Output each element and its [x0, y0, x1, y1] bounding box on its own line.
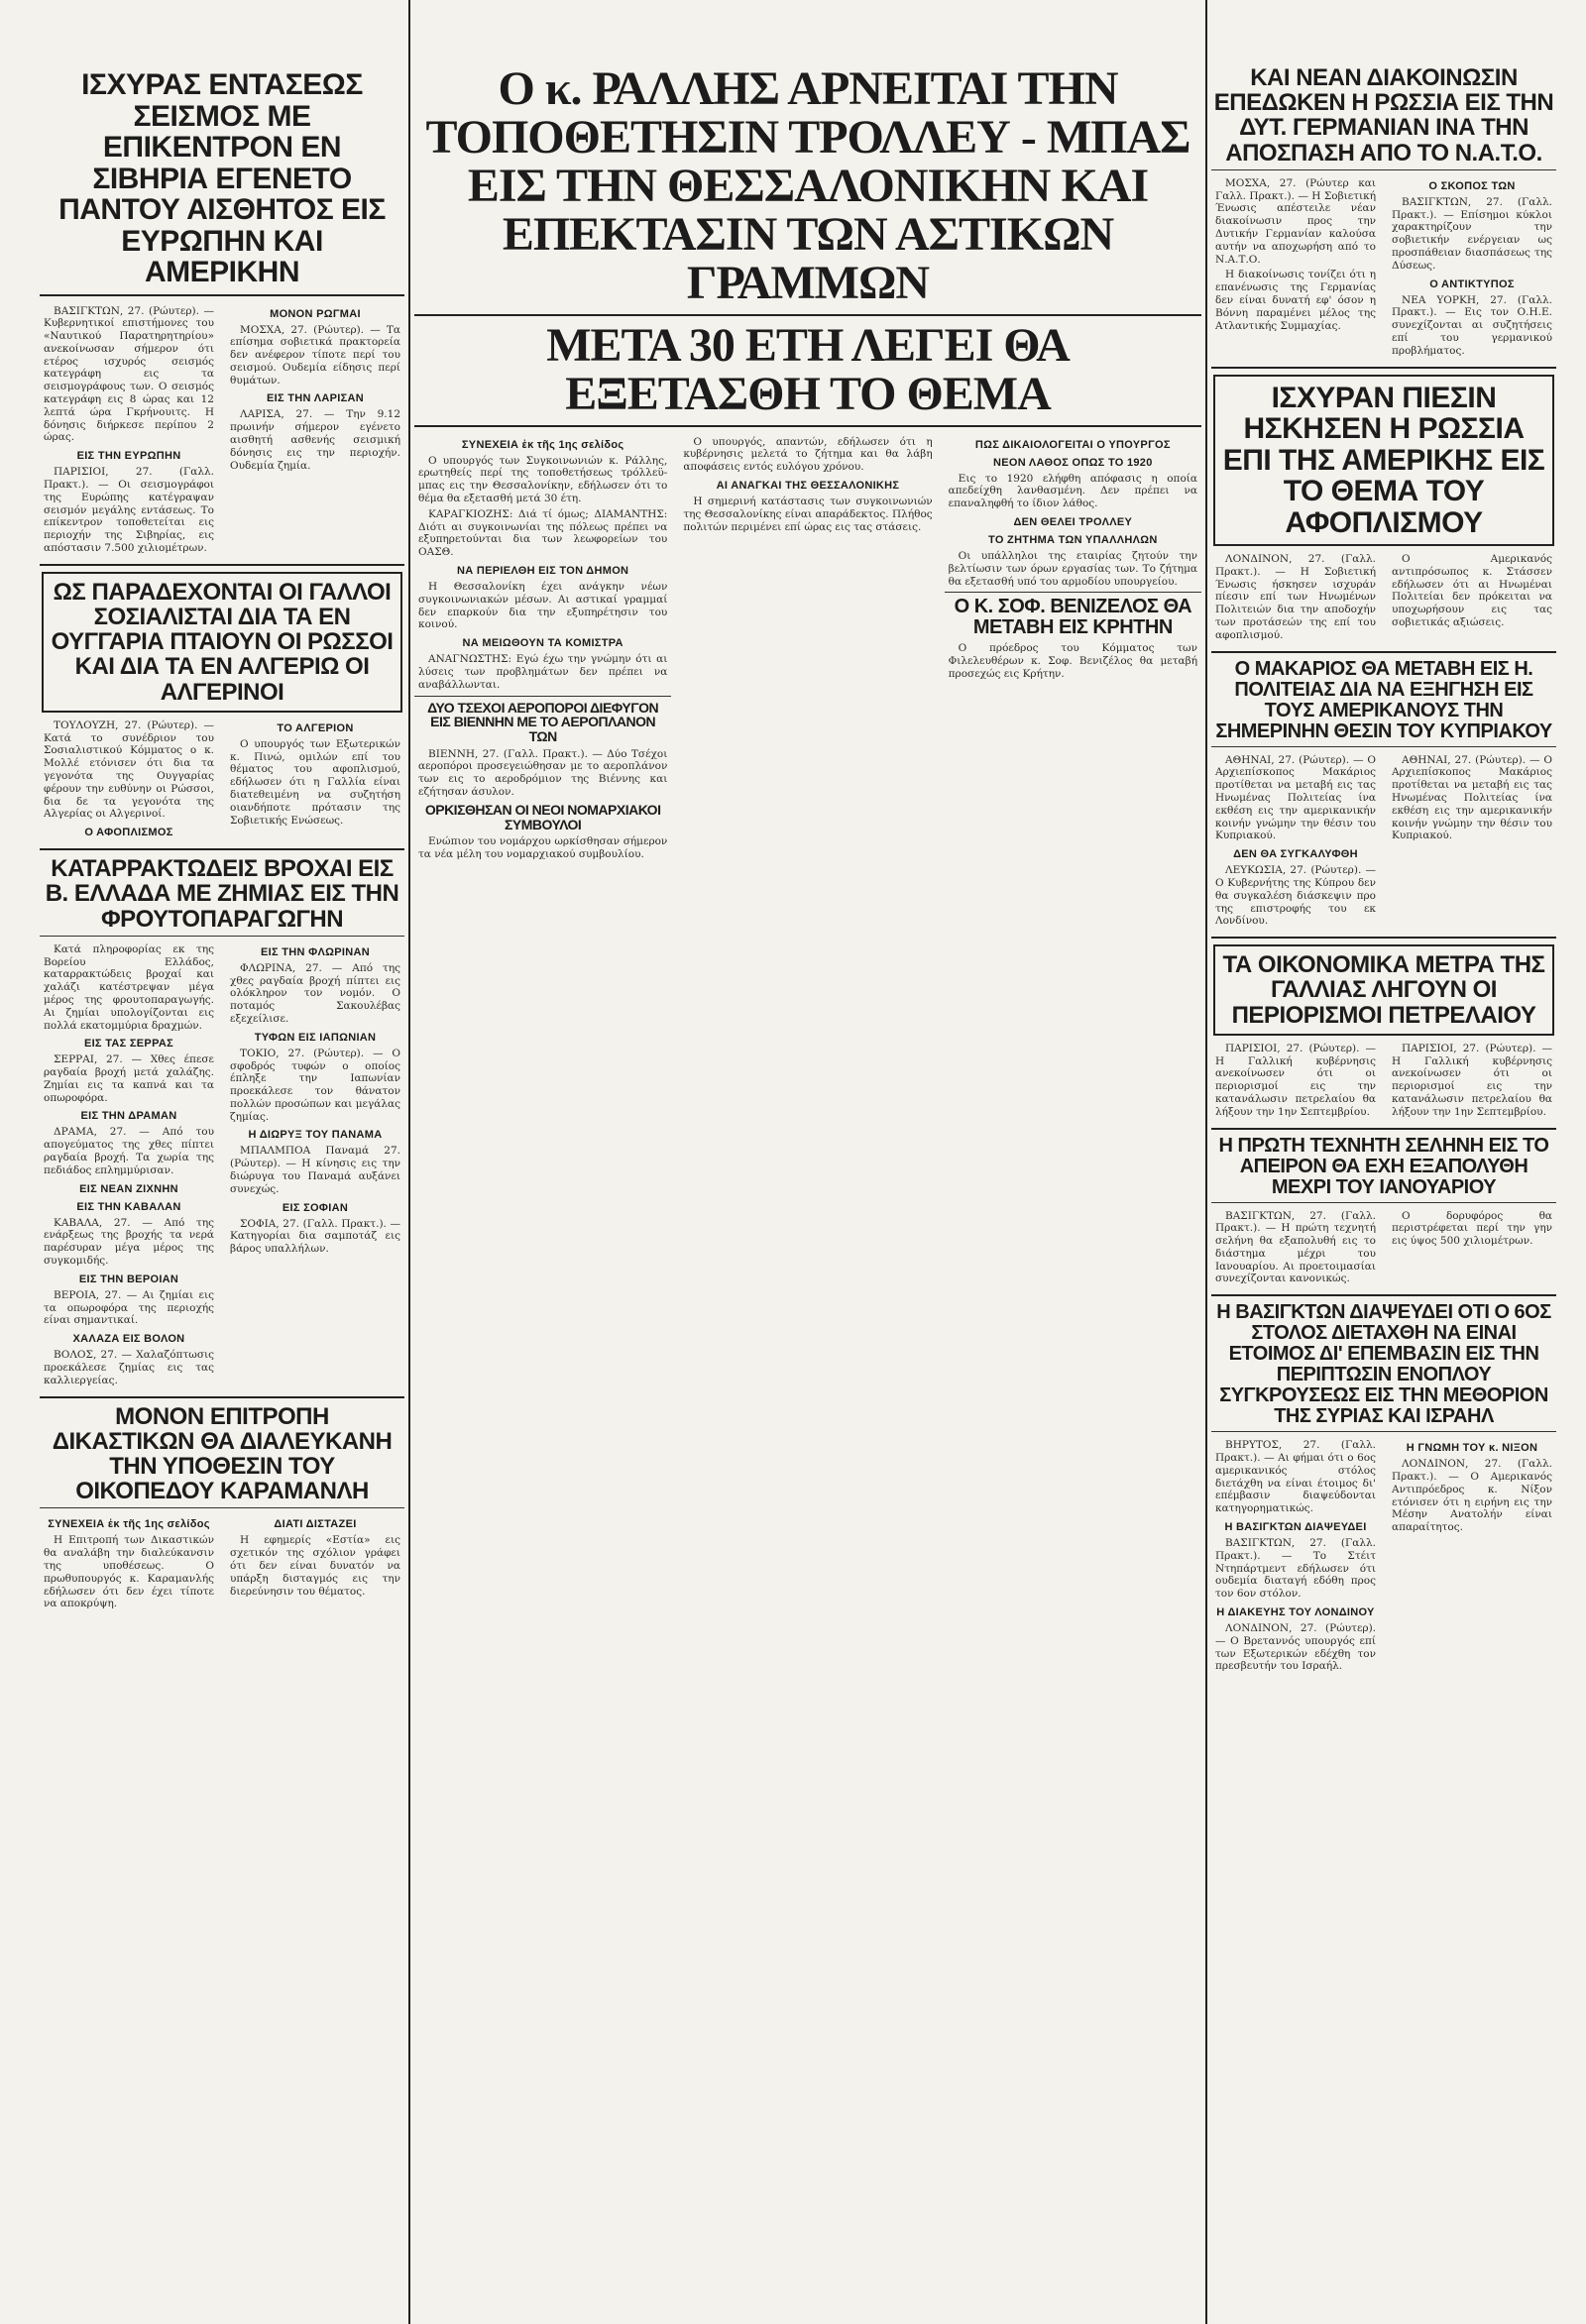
headline-karamanlis: ΜΟΝΟΝ ΕΠΙΤΡΟΠΗ ΔΙΚΑΣΤΙΚΩΝ ΘΑ ΔΙΑΛΕΥΚΑΝΗ ΤΗΝ ΥΠΟΘΕΣΙΝ ΤΟΥ ΟΙΚΟΠΕΔΟΥ ΚΑΡΑΜΑΝΛΗ: [52, 1402, 393, 1505]
subhead-veria: ΕΙΣ ΤΗΝ ΒΕΡΟΙΑΝ: [78, 1273, 179, 1285]
subhead-no-agreement: ΔΕΝ ΘΑ ΣΥΓΚΑΛΥΦΘΗ: [1233, 848, 1358, 861]
france-box: [1213, 944, 1554, 1036]
headline-fleet: Η ΒΑΣΙΓΚΤΩΝ ΔΙΑΨΕΥΔΕΙ ΟΤΙ Ο 6ΟΣ ΣΤΟΛΟΣ ΔΙΕΤΑΧΘΗ ΝΑ ΕΙΝΑΙ ΕΤΟΙΜΟΣ ΔΙ' ΕΠΕΜΒΑΣΙΝ ΕΙΣ ΤΗΝ ΠΕΡΙΠΤΩΣΙΝ ΕΝΟΠΛΟΥ ΣΥΓΚΡΟΥΣΕΩΣ ΕΙΣ ΤΗΝ ΜΕΘΟΡΙΟΝ ΤΗΣ ΣΥΡΙΑΣ ΚΑΙ ΙΣΡΑΗΛ: [1216, 1301, 1551, 1428]
subhead-nixon: Η ΓΝΩΜΗ ΤΟΥ κ. ΝΙΞΟΝ: [1406, 1442, 1538, 1455]
center-column: [414, 0, 1201, 2324]
rallis-text-6: Η σημερινή κατάστασις των συγκοινωνιών της Θεσσαλονίκης είναι απαράδεκτος. Πλήθος πολιτών περιμένει επί ώρας εις τας στάσεις.: [683, 496, 933, 533]
rallis-text-8: Οι υπάλληλοι της εταιρίας ζητούν την βελτίωσιν των όρων εργασίας των. Το ζήτημα θα εξετασθή υπό του αρμοδίου υπουργείου.: [948, 550, 1197, 588]
makarios-text-3: ΑΘΗΝΑΙ, 27. (Ρώυτερ). — Ο Αρχιεπίσκοπος Μακάριος προτίθεται να μεταβή εις τας Ηνωμένας Πολιτείας ίνα εκθέση εις την αμερικανικήν κοινήν γνώμην την θέσιν του Κυπριακού.: [1392, 753, 1552, 842]
left-column: [40, 0, 404, 2324]
subhead-thessaloniki-needs: ΑΙ ΑΝΑΓΚΑΙ ΤΗΣ ΘΕΣΣΑΛΟΝΙΚΗΣ: [716, 480, 900, 493]
moon-text-1: ΒΑΣΙΓΚΤΩΝ, 27. (Γαλλ. Πρακτ.). — Η πρώτη τεχνητή σελήνη θα εξαπολυθή εις το διάστημα μέχρι του Ιανουαρίου. Αι προετοιμασίαι συνεχίζονται κανονικώς.: [1215, 1209, 1376, 1285]
karamanlis-text-1: Η Επιτροπή των Δικαστικών θα αναλάβη την διαλεύκανσιν της υποθέσεως. Ο πρωθυπουργός κ. Καραμανλής εδήλωσεν ότι δεν έχει τίποτε να αποκρύψη.: [44, 1534, 214, 1610]
france-text-2: ΠΑΡΙΣΙΟΙ, 27. (Ρώυτερ). — Η Γαλλική κυβέρνησις ανεκοίνωσεν ότι οι περιορισμοί εις την κατανάλωσιν πετρελαίου θα λήξουν την 1ην Σεπτεμβρίου.: [1392, 1042, 1552, 1118]
rains-text-7: ΒΟΛΟΣ, 27. — Χαλαζόπτωσις προεκάλεσε ζημίας εις τας καλλιεργείας.: [44, 1349, 214, 1386]
pressure-box: [1213, 375, 1554, 547]
venizelos-text: Ο πρόεδρος του Κόμματος των Φιλελευθέρων κ. Σοφ. Βενιζέλος θα μεταβή προσεχώς εις Κρήτην.: [948, 642, 1197, 681]
rains-text-5: ΚΑΒΑΛΑ, 27. — Από της ενάρξεως της βροχής τα νερά παρέσυραν μέγα μέρος της συγκομιδής.: [44, 1216, 214, 1268]
subhead-europe: ΕΙΣ ΤΗΝ ΕΥΡΩΠΗΝ: [76, 450, 181, 463]
headline-rallis: Ο κ. ΡΑΛΛΗΣ ΑΡΝΕΙΤΑΙ ΤΗΝ ΤΟΠΟΘΕΤΗΣΙΝ ΤΡΟΛΛΕΥ - ΜΠΑΣ ΕΙΣ ΤΗΝ ΘΕΣΣΑΛΟΝΙΚΗΝ ΚΑΙ ΕΠΕΚΤΑΣΙΝ ΤΩΝ ΑΣΤΙΚΩΝ ΓΡΑΜΜΩΝ: [425, 62, 1190, 309]
headline-rallis-sub: ΜΕΤΑ 30 ΕΤΗ ΛΕΓΕΙ ΘΑ ΕΞΕΤΑΣΘΗ ΤΟ ΘΕΜΑ: [546, 318, 1070, 420]
quake-text-4: ΛΑΡΙΣΑ, 27. — Την 9.12 πρωινήν σήμερον εγένετο αισθητή ασθενής σεισμική δόνησις εις την περιοχήν. Ουδεμία ζημία.: [230, 408, 400, 472]
subhead-london: Η ΔΙΑΚΕΥΗΣ ΤΟΥ ΛΟΝΔΙΝΟΥ: [1216, 1606, 1375, 1619]
headline-quake: ΙΣΧΥΡΑΣ ΕΝΤΑΣΕΩΣ ΣΕΙΣΜΟΣ ΜΕ ΕΠΙΚΕΝΤΡΟΝ ΕΝ ΣΙΒΗΡΙΑ ΕΓΕΝΕΤΟ ΠΑΝΤΟΥ ΑΙΣΘΗΤΟΣ ΕΙΣ ΕΥΡΩΠΗΝ ΚΑΙ ΑΜΕΡΙΚΗΝ: [58, 68, 386, 288]
headline-russia: ΚΑΙ ΝΕΑΝ ΔΙΑΚΟΙΝΩΣΙΝ ΕΠΕΔΩΚΕΝ Η ΡΩΣΣΙΑ ΕΙΣ ΤΗΝ ΔΥΤ. ΓΕΡΜΑΝΙΑΝ ΙΝΑ ΤΗΝ ΑΠΟΣΠΑΣΗ ΑΠΟ ΤΟ Ν.Α.Τ.Ο.: [1213, 64, 1554, 166]
france-text: ΠΑΡΙΣΙΟΙ, 27. (Ρώυτερ). — Η Γαλλική κυβέρνησις ανεκοίνωσεν ότι οι περιορισμοί εις την κατανάλωσιν πετρελαίου θα λήξουν την 1ην Σεπτεμβρίου.: [1215, 1042, 1376, 1118]
subhead-komotini: ΝΑ ΜΕΙΩΘΟΥΝ ΤΑ ΚΟΜΙΣΤΡΑ: [462, 637, 623, 650]
rallis-text-1: Ο υπουργός των Συγκοινωνιών κ. Ράλλης, ερωτηθείς περί της τοποθετήσεως τρόλλεϋ-μπας εις την Θεσσαλονίκην, εδήλωσεν ότι το θέμα θα εξετασθή μετά 30 έτη.: [418, 454, 668, 505]
subhead-municipality: ΝΑ ΠΕΡΙΕΛΘΗ ΕΙΣ ΤΟΝ ΔΗΜΟΝ: [457, 565, 629, 578]
nomarchs-text: Ενώπιον του νομάρχου ωρκίσθησαν σήμερον τα νέα μέλη του νομαρχιακού συμβουλίου.: [418, 835, 668, 861]
subhead-moscow: ΜΟΝΟΝ ΡΩΓΜΑΙ: [270, 307, 361, 320]
rallis-text-2: ΚΑΡΑΓΚΙΟΖΗΣ: Διά τί όμως; ΔΙΑΜΑΝΤΗΣ: Διότι αι συγκοινωνίαι της πόλεως πρέπει να εξυπηρετούνται δια των λεωφορείων του ΟΑΣΘ.: [418, 507, 668, 559]
makarios-text-2: ΛΕΥΚΩΣΙΑ, 27. (Ρώυτερ). — Ο Κυβερνήτης της Κύπρου δεν θα συγκαλέση διάσκεψιν προ της επιστροφής του εκ Λονδίνου.: [1215, 864, 1376, 928]
moon-text-2: Ο δορυφόρος θα περιστρέφεται περί την γην εις ύψος 500 χιλιομέτρων.: [1392, 1209, 1552, 1248]
subhead-disarm: Ο ΑΦΟΠΛΙΣΜΟΣ: [84, 827, 173, 839]
sofia-text: ΣΟΦΙΑ, 27. (Γαλλ. Πρακτ.). — Κατηγορίαι δια σαμποτάζ εις βάρος υπαλλήλων.: [230, 1217, 400, 1256]
quake-text-2: ΠΑΡΙΣΙΟΙ, 27. (Γαλλ. Πρακτ.). — Οι σεισμογράφοι της Ευρώπης κατέγραψαν σεισμόν μεγάλης εντάσεως. Το επίκεντρον τοποθετείται εις περιοχήν της Σιβηρίας, εις απόστασιν 7.500 χιλιομέτρων.: [44, 466, 214, 555]
karamanlis-text-2: Η εφημερίς «Εστία» εις σχετικόν της σχόλιον γράφει ότι δεν είναι δυνατόν να υπάρξη δισταγμός εις την διερεύνησιν του θέματος.: [230, 1534, 400, 1598]
socialists-box: [42, 572, 402, 713]
headline-pilots: ΔΥΟ ΤΣΕΧΟΙ ΑΕΡΟΠΟΡΟΙ ΔΙΕΦΥΓΟΝ ΕΙΣ ΒΙΕΝΝΗΝ ΜΕ ΤΟ ΑΕΡΟΠΛΑΝΟΝ ΤΩΝ: [427, 699, 659, 744]
headline-makarios: Ο ΜΑΚΑΡΙΟΣ ΘΑ ΜΕΤΑΒΗ ΕΙΣ Η. ΠΟΛΙΤΕΙΑΣ ΔΙΑ ΝΑ ΕΞΗΓΗΣΗ ΕΙΣ ΤΟΥΣ ΑΜΕΡΙΚΑΝΟΥΣ ΤΗΝ ΣΗΜΕΡΙΝΗΝ ΘΕΣΙΝ ΤΟΥ ΚΥΠΡΙΑΚΟΥ: [1215, 657, 1552, 742]
subhead-volos: ΧΑΛΑΖΑ ΕΙΣ ΒΟΛΟΝ: [72, 1333, 185, 1346]
pilots-text: ΒΙΕΝΝΗ, 27. (Γαλλ. Πρακτ.). — Δύο Τσέχοι αεροπόροι προσεγειώθησαν με το αεροπλάνον των εις το αεροδρόμιον της Βιέννης και εζήτησαν άσυλον.: [418, 747, 668, 799]
subhead-error-1920: ΝΕΟΝ ΛΑΘΟΣ ΟΠΩΣ ΤΟ 1920: [992, 456, 1153, 469]
russia-text-3: ΒΑΣΙΓΚΤΩΝ, 27. (Γαλλ. Πρακτ.). — Επίσημοι κύκλοι χαρακτηρίζουν την σοβιετικήν ενέργειαν ως προσπάθειαν διασπάσεως της Δύσεως.: [1392, 195, 1552, 272]
subhead-minister: ΠΩΣ ΔΙΚΑΙΟΛΟΓΕΙΤΑΙ Ο ΥΠΟΥΡΓΟΣ: [974, 438, 1171, 451]
rains-text-4: ΔΡΑΜΑ, 27. — Από του απογεύματος της χθες πίπτει ραγδαία βροχή. Τα χωρία της πεδιάδος επλημμύρισαν.: [44, 1126, 214, 1176]
subhead-continues: ΣΥΝΕΧΕΙΑ ἐκ τῆς 1ης σελίδος: [48, 1518, 210, 1531]
subhead-algerian: ΤΟ ΑΛΓΕΡΙΟΝ: [277, 721, 354, 734]
subhead-sofia: ΕΙΣ ΣΟΦΙΑΝ: [282, 1201, 349, 1214]
makarios-text-1: ΑΘΗΝΑΙ, 27. (Ρώυτερ). — Ο Αρχιεπίσκοπος Μακάριος προτίθεται να μεταβή εις τας Ηνωμένας Πολιτείας ίνα εκθέση εις την αμερικανικήν κοινήν γνώμην την θέσιν του Κυπριακού.: [1215, 753, 1376, 842]
subhead-panama: Η ΔΙΩΡΥΞ ΤΟΥ ΠΑΝΑΜΑ: [248, 1129, 383, 1142]
panama-text: ΜΠΑΛΜΠΟΑ Παναμά 27. (Ρώυτερ). — Η κίνησις εις την διώρυγα του Παναμά αυξάνει συνεχώς.: [230, 1145, 400, 1195]
russia-text-4: ΝΕΑ ΥΟΡΚΗ, 27. (Γαλλ. Πρακτ.). — Εις τον Ο.Η.Ε. συνεχίζονται αι συζητήσεις επί του γερμανικού προβλήματος.: [1392, 293, 1552, 357]
fleet-text-2: ΒΑΣΙΓΚΤΩΝ, 27. (Γαλλ. Πρακτ.). — Το Στέιτ Ντηπάρτμεντ εδήλωσεν ότι ουδεμία διαταγή εδόθη προς τον 6ον στόλον.: [1215, 1537, 1376, 1601]
column-rule: [408, 0, 410, 2324]
rallis-text-7: Εις το 1920 ελήφθη απόφασις η οποία απεδείχθη λανθασμένη. Δεν πρέπει να επαναληφθή το ίδιον λάθος.: [948, 472, 1197, 510]
subhead-japan: ΤΥΦΩΝ ΕΙΣ ΙΑΠΩΝΙΑΝ: [254, 1031, 377, 1044]
fleet-text-4: ΛΟΝΔΙΝΟΝ, 27. (Ρώυτερ). — Ο Βρεταννός υπουργός επί των Εξωτερικών εδέχθη τον πρεσβευτήν του Ισραήλ.: [1215, 1622, 1376, 1673]
subhead-xanthi: ΕΙΣ ΝΕΑΝ ΖΙΧΝΗΝ: [79, 1182, 178, 1195]
headline-rains: ΚΑΤΑΡΡΑΚΤΩΔΕΙΣ ΒΡΟΧΑΙ ΕΙΣ Β. ΕΛΛΑΔΑ ΜΕ ΖΗΜΙΑΣ ΕΙΣ ΤΗΝ ΦΡΟΥΤΟΠΑΡΑΓΩΓΗΝ: [45, 855, 399, 933]
rallis-text-4: ΑΝΑΓΝΩΣΤΗΣ: Εγώ έχω την γνώμην ότι αι λύσεις των προβλημάτων δεν πρέπει να αναβάλλωνται.: [418, 653, 668, 691]
rains-text-2: ΦΛΩΡΙΝΑ, 27. — Από της χθες ραγδαία βροχή πίπτει εις ολόκληρον τον νομόν. Ο ποταμός Σακουλέβας εξεχείλισε.: [230, 961, 400, 1025]
headline-france: ΤΑ ΟΙΚΟΝΟΜΙΚΑ ΜΕΤΡΑ ΤΗΣ ΓΑΛΛΙΑΣ ΛΗΓΟΥΝ ΟΙ ΠΕΡΙΟΡΙΣΜΟΙ ΠΕΤΡΕΛΑΙΟΥ: [1222, 951, 1545, 1029]
russia-text-1: ΜΟΣΧΑ, 27. (Ρώυτερ και Γαλλ. Πρακτ.). — Η Σοβιετική Ένωσις απέστειλε νέαν διακοίνωσιν προς την Δυτικήν Γερμανίαν καλούσα αυτήν να αποχωρήση από το Ν.Α.Τ.Ο.: [1215, 176, 1376, 266]
subhead-no-trolley: ΔΕΝ ΘΕΛΕΙ ΤΡΟΛΛΕΥ: [1013, 516, 1133, 529]
subhead-continues-2: ΣΥΝΕΧΕΙΑ ἐκ τῆς 1ης σελίδος: [461, 438, 624, 451]
pressure-text-1: ΛΟΝΔΙΝΟΝ, 27. (Γαλλ. Πρακτ.). — Η Σοβιετική Ένωσις ήσκησεν ισχυράν πίεσιν επί των Ηνωμένων Πολιτειών δια την αποδοχήν των προτάσεών της επί του αφοπλισμού.: [1215, 553, 1376, 641]
subhead-reaction: Ο ΑΝΤΙΚΤΥΠΟΣ: [1429, 277, 1515, 290]
subhead-serres: ΕΙΣ ΤΑΣ ΣΕΡΡΑΣ: [83, 1038, 174, 1051]
rains-text-3: ΣΕΡΡΑΙ, 27. — Χθες έπεσε ραγδαία βροχή μετά χαλάζης. Ζημίαι εις τα καπνά και τα οπωροφόρα.: [44, 1053, 214, 1104]
headline-socialists: ΩΣ ΠΑΡΑΔΕΧΟΝΤΑΙ ΟΙ ΓΑΛΛΟΙ ΣΟΣΙΑΛΙΣΤΑΙ ΔΙΑ ΤΑ ΕΝ ΟΥΓΓΑΡΙΑ ΠΤΑΙΟΥΝ ΟΙ ΡΩΣΣΟΙ ΚΑΙ ΔΙΑ ΤΑ ΕΝ ΑΛΓΕΡΙΩ ΟΙ ΑΛΓΕΡΙΝΟΙ: [51, 578, 394, 706]
rains-text-6: ΒΕΡΟΙΑ, 27. — Αι ζημίαι εις τα οπωροφόρα της περιοχής είναι σημαντικαί.: [44, 1288, 214, 1327]
headline-moon: Η ΠΡΩΤΗ ΤΕΧΝΗΤΗ ΣΕΛΗΝΗ ΕΙΣ ΤΟ ΑΠΕΙΡΟΝ ΘΑ ΕΧΗ ΕΞΑΠΟΛΥΘΗ ΜΕΧΡΙ ΤΟΥ ΙΑΝΟΥΑΡΙΟΥ: [1218, 1134, 1549, 1198]
subhead-purpose: Ο ΣΚΟΠΟΣ ΤΩΝ: [1428, 179, 1516, 192]
subhead-florina: ΕΙΣ ΤΗΝ ΦΛΩΡΙΝΑΝ: [261, 945, 370, 958]
rallis-text-5: Ο υπουργός, απαντών, εδήλωσεν ότι η κυβέρνησις μελετά το ζήτημα και θα λάβη αποφάσεις εντός ευλόγου χρόνου.: [683, 435, 933, 474]
rallis-text-3: Η Θεσσαλονίκη έχει ανάγκην νέων συγκοινωνιακών μέσων. Αι αστικαί γραμμαί δεν επαρκούν δια την εξυπηρέτησιν του κοινού.: [418, 581, 668, 631]
headline-nomarchs: ΟΡΚΙΣΘΗΣΑΝ ΟΙ ΝΕΟΙ ΝΟΜΑΡΧΙΑΚΟΙ ΣΥΜΒΟΥΛΟΙ: [424, 801, 661, 832]
headline-pressure: ΙΣΧΥΡΑΝ ΠΙΕΣΙΝ ΗΣΚΗΣΕΝ Η ΡΩΣΣΙΑ ΕΠΙ ΤΗΣ ΑΜΕΡΙΚΗΣ ΕΙΣ ΤΟ ΘΕΜΑ ΤΟΥ ΑΦΟΠΛΙΣΜΟΥ: [1222, 381, 1545, 539]
pressure-text-2: Ο Αμερικανός αντιπρόσωπος κ. Στάσσεν εδήλωσεν ότι αι Ηνωμέναι Πολιτείαι δεν πρόκειται να υποχωρήσουν εις τας σοβιετικάς αξιώσεις.: [1392, 553, 1552, 628]
socialists-text-1: ΤΟΥΛΟΥΖΗ, 27. (Ρώυτερ). — Κατά το συνέδριον του Σοσιαλιστικού Κόμματος ο κ. Μολλέ ετόνισεν ότι δια τα γεγονότα της Ουγγαρίας φέρουν την ευθύνην οι Ρώσσοι, δια δε τα γεγονότα της Αλγερίας οι Αλγερινοί.: [44, 719, 214, 821]
subhead-kavala: ΕΙΣ ΤΗΝ ΚΑΒΑΛΑΝ: [76, 1200, 181, 1213]
subhead-drama: ΕΙΣ ΤΗΝ ΔΡΑΜΑΝ: [80, 1110, 177, 1123]
fleet-text-1: ΒΗΡΥΤΟΣ, 27. (Γαλλ. Πρακτ.). — Αι φήμαι ότι ο 6ος αμερικανικός στόλος διετάχθη να είναι έτοιμος δι' επέμβασιν διαψεύδονται κατηγορηματικώς.: [1215, 1439, 1376, 1515]
right-column: [1211, 0, 1556, 2324]
column-rule: [1205, 0, 1207, 2324]
subhead-washington-denies: Η ΒΑΣΙΓΚΤΩΝ ΔΙΑΨΕΥΔΕΙ: [1224, 1521, 1367, 1534]
quake-text-1: ΒΑΣΙΓΚΤΩΝ, 27. (Ρώυτερ). — Κυβερνητικοί επιστήμονες του «Ναυτικού Παρατηρητηρίου» ανεκοίνωσαν σήμερον ότι ετέρος ισχυρός σεισμός κατεγράφη εις τα σεισμογράφους των. Ο σεισμός κατεγράφη εις 8 ώρας και 12 λεπτά ώρα Γκρήνουιτς. Η δόνησις διήρκεσε περίπου 2 ώρας.: [44, 304, 214, 444]
rains-text-1: Κατά πληροφορίας εκ της Βορείου Ελλάδος, καταρρακτώδεις βροχαί και χαλάζι κατέστρεψαν μέγα μέρος της φρουτοπαραγωγής. Αι ζημίαι υπολογίζονται εις πολλά εκατομμύρια δραχμών.: [44, 942, 214, 1032]
japan-text: ΤΟΚΙΟ, 27. (Ρώυτερ). — Ο σφοδρός τυφών ο οποίος έπληξε την Ιαπωνίαν προεκάλεσε τον θάνατον πολλών προσώπων και μεγάλας ζημίας.: [230, 1047, 400, 1123]
socialists-text-2: Ο υπουργός των Εξωτερικών κ. Πινώ, ομιλών επί του θέματος του αφοπλισμού, εδήλωσεν ότι η Γαλλία είναι διατεθειμένη να συζητήση οιανδήποτε πρότασιν της Σοβιετικής Ενώσεως.: [230, 737, 400, 827]
quake-text-3: ΜΟΣΧΑ, 27. (Ρώυτερ). — Τα επίσημα σοβιετικά πρακτορεία δεν ανέφερον τίποτε περί του σεισμού. Ουδεμία είδησις περί θυμάτων.: [230, 323, 400, 387]
russia-text-2: Η διακοίνωσις τονίζει ότι η επανένωσις της Γερμανίας δεν είναι δυνατή εφ' όσον η Βόννη παραμένει μέλος της Ατλαντικής Συμμαχίας.: [1215, 269, 1376, 332]
fleet-text-3: ΛΟΝΔΙΝΟΝ, 27. (Γαλλ. Πρακτ.). — Ο Αμερικανός Αντιπρόεδρος κ. Νίξον ετόνισεν ότι η ειρήνη εις την Μέσην Ανατολήν είναι απαραίτητος.: [1392, 1458, 1552, 1534]
headline-venizelos: Ο Κ. ΣΟΦ. ΒΕΝΙΖΕΛΟΣ ΘΑ ΜΕΤΑΒΗ ΕΙΣ ΚΡΗΤΗΝ: [954, 596, 1192, 639]
subhead-why-hesitation: ΔΙΑΤΙ ΔΙΣΤΑΖΕΙ: [274, 1518, 357, 1531]
subhead-employees: ΤΟ ΖΗΤΗΜΑ ΤΩΝ ΥΠΑΛΛΗΛΩΝ: [988, 534, 1158, 547]
subhead-larissa: ΕΙΣ ΤΗΝ ΛΑΡΙΣΑΝ: [267, 392, 364, 405]
